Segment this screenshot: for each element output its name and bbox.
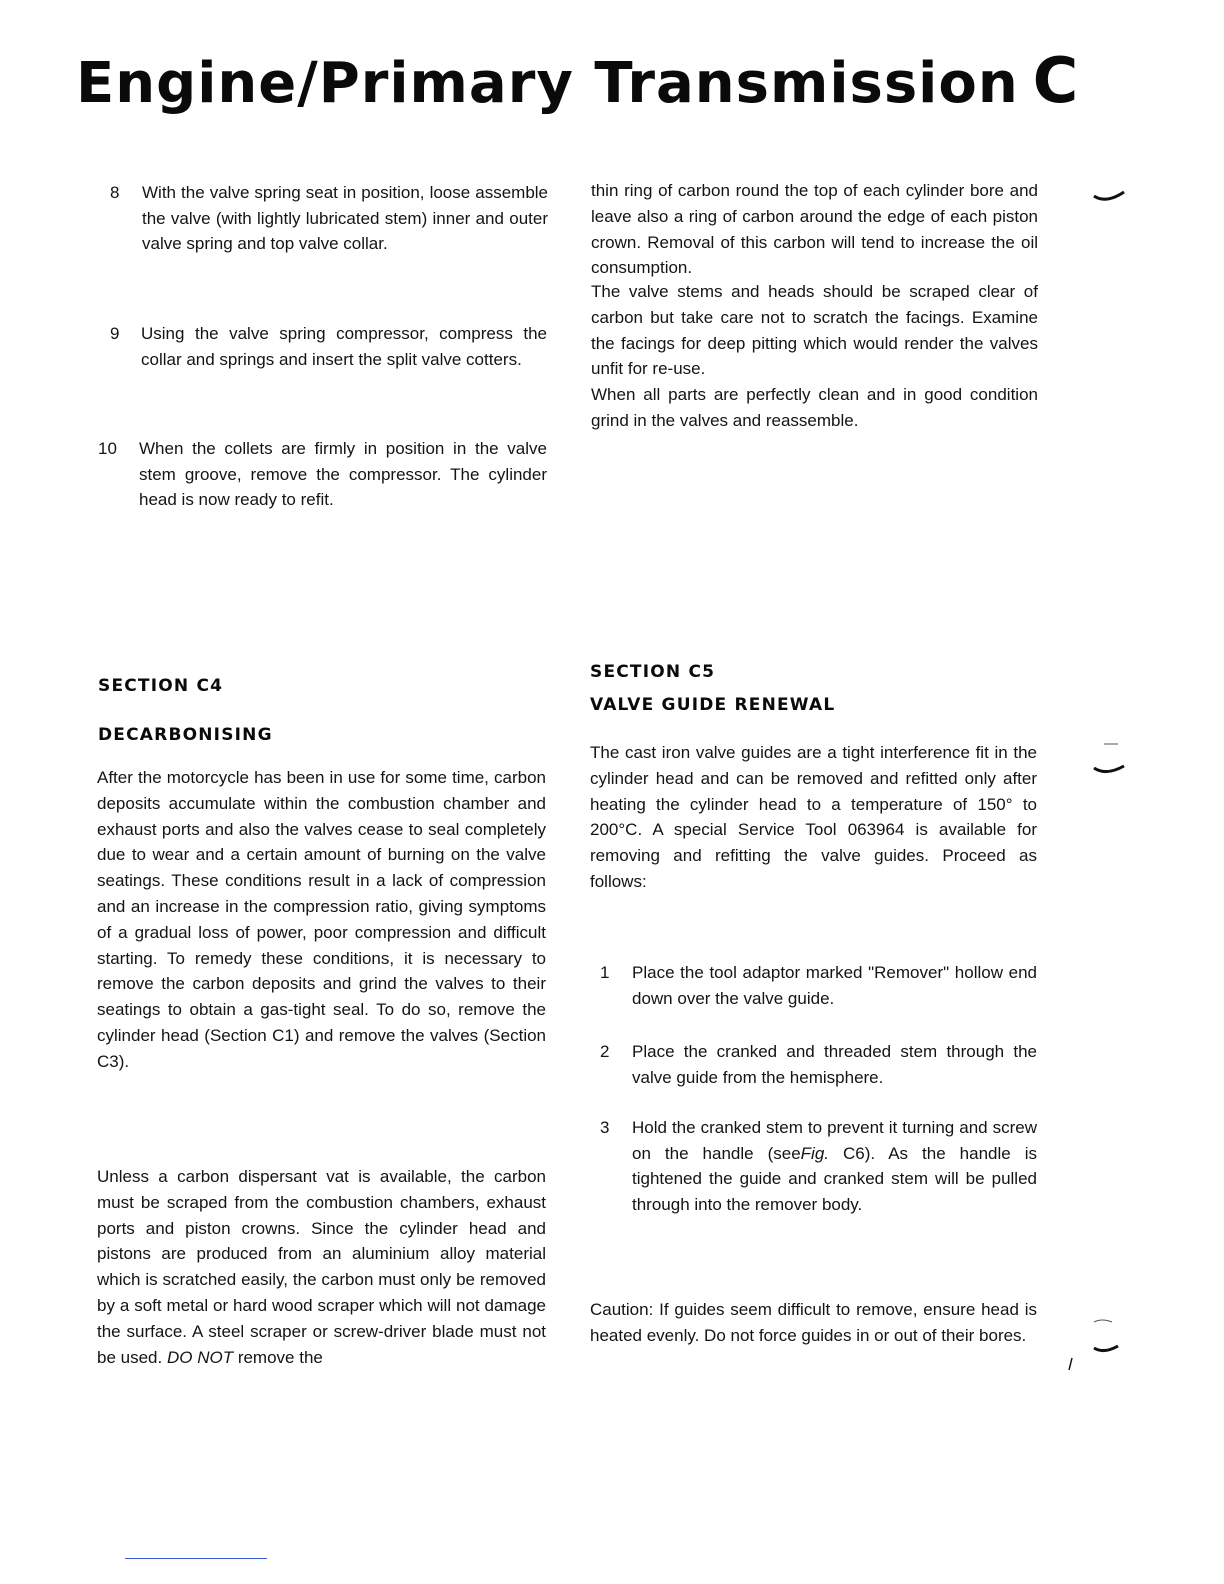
valve-guide-intro: The cast iron valve guides are a tight interference fit in the cylinder head and can be removed and refitted only after heating the cylinder head to a temperature of 150° to 200°C. A special Service Tool 063964 is available for removing and refitting the valve guides. Proceed as follows: (590, 743, 1037, 891)
step-text: When the collets are firmly in position in the valve stem groove, remove the compressor. The cylinder head is now ready to refit. (139, 439, 547, 509)
grind-valves-paragraph: When all parts are perfectly clean and in good condition grind in the valves and reassemble. (591, 385, 1038, 430)
c5-step-3 (600, 1115, 1040, 1225)
footer-rule (125, 1558, 267, 1559)
step-text: Using the valve spring compressor, compress the collar and springs and insert the split valve cotters. (141, 324, 547, 369)
valve-stems-paragraph: The valve stems and heads should be scraped clear of carbon but take care not to scratch the facings. Examine the facings for deep pitting which would render the valves unfit for re-use. (591, 282, 1038, 379)
margin-mark-icon (1092, 188, 1128, 208)
carbon-ring-paragraph: thin ring of carbon round the top of each cylinder bore and leave also a ring of carbon around the edge of each piston crown. Removal of this carbon will tend to increase the oil consumption. (591, 181, 1038, 278)
scraping-text: Unless a carbon dispersant vat is available, the carbon must be scraped from the combustion chambers, exhaust ports and piston crowns. Since the cylinder head and pistons are produced from an aluminium alloy material which is scratched easily, the carbon must only be removed by a soft metal or hard wood scraper which will not damage the surface. A steel scraper or screw-driver blade must not be used. (97, 1167, 546, 1367)
section-c4-label: SECTION C4 (98, 676, 224, 696)
scraping-paragraph (97, 1164, 546, 1370)
step-8 (110, 180, 550, 260)
valve-guide-renewal-heading: VALVE GUIDE RENEWAL (590, 695, 836, 715)
scraping-text-end: remove the (237, 1347, 323, 1367)
step-text (632, 1115, 1037, 1217)
caution-label: Caution: (590, 1300, 654, 1319)
step-9 (110, 321, 550, 376)
c5-step-1 (600, 960, 1040, 1015)
fig-reference: Fig. (800, 1143, 830, 1163)
caution-text: If guides seem difficult to remove, ensure head is heated evenly. Do not force guides in or out of their bores. (590, 1300, 1037, 1345)
step-text-start: Hold the cranked stem to prevent it turning and screw on the handle (see (632, 1118, 1037, 1163)
step-text: With the valve spring seat in position, loose assemble the valve (with lightly lubricated stem) inner and outer valve spring and top valve collar. (142, 183, 548, 253)
decarbonising-heading: DECARBONISING (98, 725, 273, 745)
step-number: 8 (110, 183, 120, 202)
caution-note (590, 1297, 1037, 1349)
step-number: 1 (600, 963, 610, 982)
do-not-emphasis: DO NOT (166, 1347, 234, 1367)
step-number: 10 (98, 439, 117, 458)
margin-mark-icon (1092, 740, 1128, 780)
step-text: Place the tool adaptor marked "Remover" hollow end down over the valve guide. (632, 963, 1037, 1008)
section-letter: C (1032, 44, 1080, 117)
step-text-end: C6). As the handle is tightened the guide and cranked stem will be pulled through into the remover body. (632, 1143, 1037, 1214)
section-c5-label: SECTION C5 (590, 662, 716, 682)
decarbonising-paragraph: After the motorcycle has been in use for some time, carbon deposits accumulate within the combustion chamber and exhaust ports and also the valves cease to seal completely due to wear and a certain amount of burning on the valve seatings. These conditions result in a lack of compression and an increase in the compression ratio, giving symptoms of a gradual loss of power, poor compression and difficult starting. To remedy these conditions, it is necessary to remove the carbon deposits and grind the valves to their seatings to obtain a gas-tight seal. To do so, remove the cylinder head (Section C1) and remove the valves (Section C3). (97, 768, 546, 1071)
step-number: 2 (600, 1042, 610, 1061)
step-10 (98, 436, 548, 516)
step-text: Place the cranked and threaded stem through the valve guide from the hemisphere. (632, 1042, 1037, 1087)
page-title (76, 44, 1080, 117)
step-number: 3 (600, 1118, 610, 1137)
margin-mark-icon (1060, 1318, 1120, 1372)
page-title-text: Engine/Primary Transmission (76, 51, 1019, 116)
c5-step-2 (600, 1039, 1040, 1094)
step-number: 9 (110, 324, 120, 343)
